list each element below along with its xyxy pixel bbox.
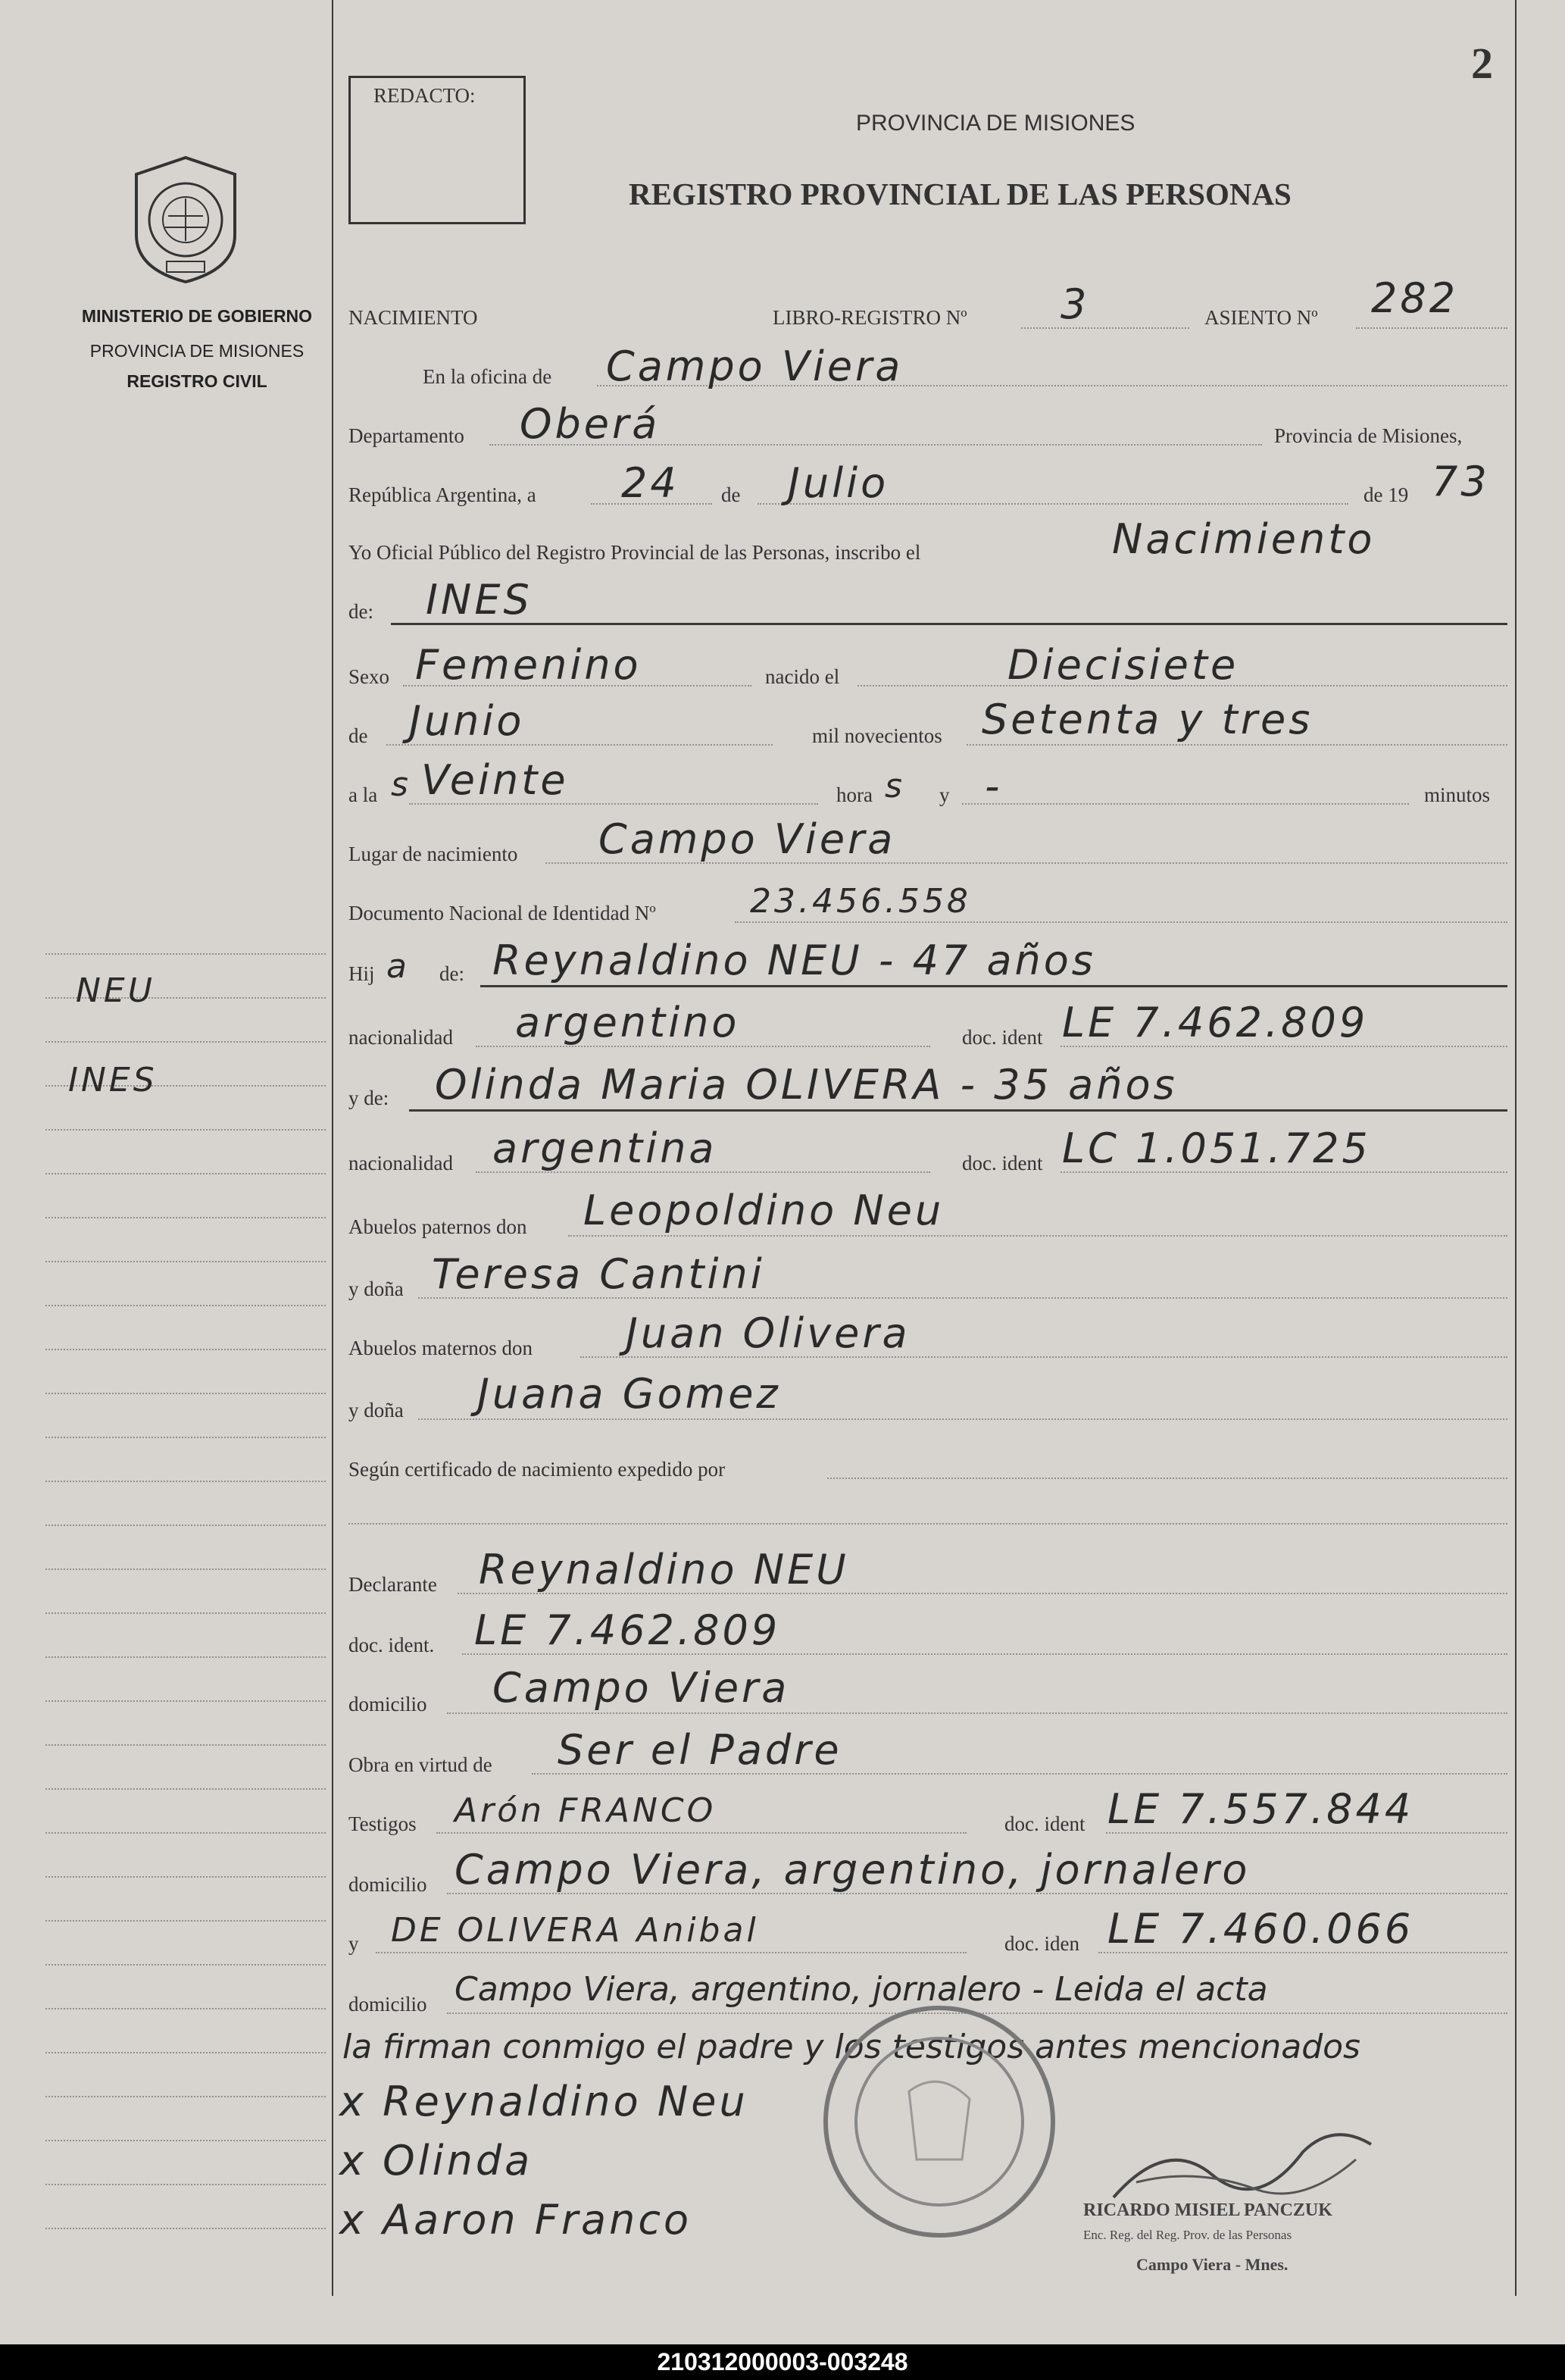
oficina-label: En la oficina de: [423, 365, 552, 388]
testigo1-dom-label: domicilio: [348, 1873, 427, 1896]
header-registry: REGISTRO PROVINCIAL DE LAS PERSONAS: [629, 177, 1292, 211]
madre-doc-label: doc. ident: [962, 1152, 1043, 1174]
mes-nac-value: Junio: [409, 697, 525, 745]
padre-nac-label: nacionalidad: [348, 1026, 453, 1049]
obra-value: Ser el Padre: [558, 1726, 842, 1774]
nombre-value: INES: [426, 576, 533, 624]
mil-label: mil novecientos: [812, 724, 942, 747]
redacto-box: [348, 76, 526, 224]
dia-value: 24: [621, 459, 679, 507]
provincia-label: Provincia de Misiones,: [1274, 424, 1463, 447]
testigo1-value: Arón FRANCO: [455, 1791, 717, 1830]
horas-suffix: s: [885, 767, 905, 805]
nacido-label: nacido el: [765, 665, 840, 688]
minutos-value: -: [985, 762, 1003, 810]
madre-doc-value: LC 1.051.725: [1062, 1124, 1371, 1172]
libro-label: LIBRO-REGISTRO Nº: [773, 306, 967, 329]
sexo-value: Femenino: [415, 641, 642, 689]
sexo-label: Sexo: [348, 665, 389, 688]
archive-id: 210312000003-003248: [0, 2344, 1565, 2380]
anio-nac-value: Setenta y tres: [982, 696, 1314, 743]
declarante-value: Reynaldino NEU: [479, 1546, 849, 1593]
ministry-line2: PROVINCIA DE MISIONES: [89, 341, 305, 361]
margin-note-surname: NEU: [76, 971, 155, 1010]
testigos-label: Testigos: [348, 1812, 417, 1835]
mes-value: Julio: [788, 459, 889, 507]
ministry-line3: REGISTRO CIVIL: [127, 371, 267, 391]
testigo1-doc-label: doc. ident: [1004, 1812, 1086, 1835]
declarante-dom-value: Campo Viera: [492, 1664, 790, 1712]
testigo2-value: DE OLIVERA Anibal: [391, 1911, 759, 1950]
margin-note-name: INES: [68, 1061, 158, 1099]
firma-madre: x Olinda: [339, 2137, 533, 2185]
redacto-label: REDACTO:: [373, 84, 476, 107]
declarante-doc-label: doc. ident.: [348, 1634, 435, 1656]
segun-label: Según certificado de nacimiento expedido por: [348, 1458, 726, 1481]
abuelos-maternos-label: Abuelos maternos don: [348, 1337, 533, 1359]
hijo-label: Hij: [348, 962, 375, 985]
lugar-label: Lugar de nacimiento: [348, 843, 518, 865]
dni-value: 23.456.558: [750, 882, 971, 921]
nacido-value: Diecisiete: [1007, 641, 1239, 689]
testigo2-doc-value: LE 7.460.066: [1107, 1905, 1414, 1953]
testigo2-dom-label: domicilio: [348, 1993, 427, 2016]
registry-stamp-icon: [818, 2000, 1061, 2243]
firma-testigo: x Aaron Franco: [339, 2196, 692, 2244]
padre-value: Reynaldino NEU - 47 años: [492, 937, 1096, 984]
acto-value: Nacimiento: [1112, 515, 1376, 563]
asiento-label: ASIENTO Nº: [1204, 306, 1318, 329]
horas-label: hora: [836, 783, 873, 806]
asiento-value: 282: [1371, 274, 1459, 322]
abuelo-mat-value: Juan Olivera: [626, 1309, 911, 1357]
madre-nac-label: nacionalidad: [348, 1152, 453, 1174]
abuela-mat-value: Juana Gomez: [477, 1370, 781, 1418]
y-label: y: [939, 783, 950, 806]
testigo1-dom-value: Campo Viera, argentino, jornalero: [455, 1846, 1251, 1894]
stamp-name: RICARDO MISIEL PANCZUK: [1083, 2200, 1332, 2220]
provincial-seal-icon: [121, 152, 250, 288]
testigo2-y-label: y: [348, 1932, 359, 1955]
madre-label: y de:: [348, 1087, 389, 1109]
de-label: de: [721, 483, 741, 506]
madre-nac-value: argentina: [492, 1124, 717, 1172]
declarante-dom-label: domicilio: [348, 1693, 427, 1715]
right-frame-line: [1515, 0, 1517, 2296]
declarante-doc-value: LE 7.462.809: [474, 1606, 781, 1654]
horas-value: Veinte: [421, 756, 569, 804]
republica-label: República Argentina, a: [348, 483, 536, 506]
abuelos-paternos-label: Abuelos paternos don: [348, 1215, 527, 1238]
lugar-value: Campo Viera: [598, 815, 896, 863]
anio-value: 73: [1432, 458, 1490, 505]
de-nombre-label: de:: [348, 600, 373, 623]
testigo1-doc-value: LE 7.557.844: [1107, 1785, 1414, 1833]
madre-value: Olinda Maria OLIVERA - 35 años: [435, 1061, 1178, 1109]
official-signature-icon: [1106, 2122, 1379, 2213]
hora-prefix: s: [391, 765, 411, 804]
testigo2-dom-value: Campo Viera, argentino, jornalero - Leida el acta: [455, 1970, 1268, 2009]
stamp-title: Enc. Reg. del Reg. Prov. de las Personas: [1083, 2228, 1292, 2242]
declarante-label: Declarante: [348, 1573, 437, 1596]
abuela-pat-label: y doña: [348, 1278, 404, 1300]
stamp-place: Campo Viera - Mnes.: [1136, 2255, 1289, 2274]
hijo-letter: a: [386, 947, 410, 986]
left-frame-line: [332, 0, 333, 2296]
abuelo-pat-value: Leopoldino Neu: [583, 1187, 945, 1234]
abuela-pat-value: Teresa Cantini: [432, 1250, 765, 1298]
firma-padre: x Reynaldino Neu: [339, 2078, 748, 2125]
departamento-label: Departamento: [348, 424, 464, 447]
oficina-value: Campo Viera: [606, 342, 904, 390]
hijo-de-label: de:: [439, 962, 464, 985]
nacimiento-label: NACIMIENTO: [348, 306, 478, 329]
cierre-text: la firman conmigo el padre y los testigos antes mencionados: [342, 2028, 1360, 2066]
testigo2-doc-label: doc. iden: [1004, 1932, 1079, 1955]
ministry-line1: MINISTERIO DE GOBIERNO: [81, 306, 313, 326]
obra-label: Obra en virtud de: [348, 1753, 492, 1776]
departamento-value: Oberá: [520, 400, 661, 448]
page-number: 2: [1471, 39, 1493, 88]
year-label: de 19: [1364, 483, 1409, 506]
header-province: PROVINCIA DE MISIONES: [856, 111, 1135, 136]
yo-oficial-label: Yo Oficial Público del Registro Provincial de las Personas, inscribo el: [348, 541, 921, 564]
minutos-label: minutos: [1424, 783, 1491, 806]
de-mes-label: de: [348, 724, 368, 747]
padre-doc-value: LE 7.462.809: [1062, 999, 1369, 1046]
padre-doc-label: doc. ident: [962, 1026, 1043, 1049]
padre-nac-value: argentino: [515, 999, 740, 1046]
libro-value: 3: [1061, 280, 1090, 328]
abuela-mat-label: y doña: [348, 1399, 404, 1421]
a-las-label: a la: [348, 783, 378, 806]
dni-label: Documento Nacional de Identidad Nº: [348, 902, 656, 924]
